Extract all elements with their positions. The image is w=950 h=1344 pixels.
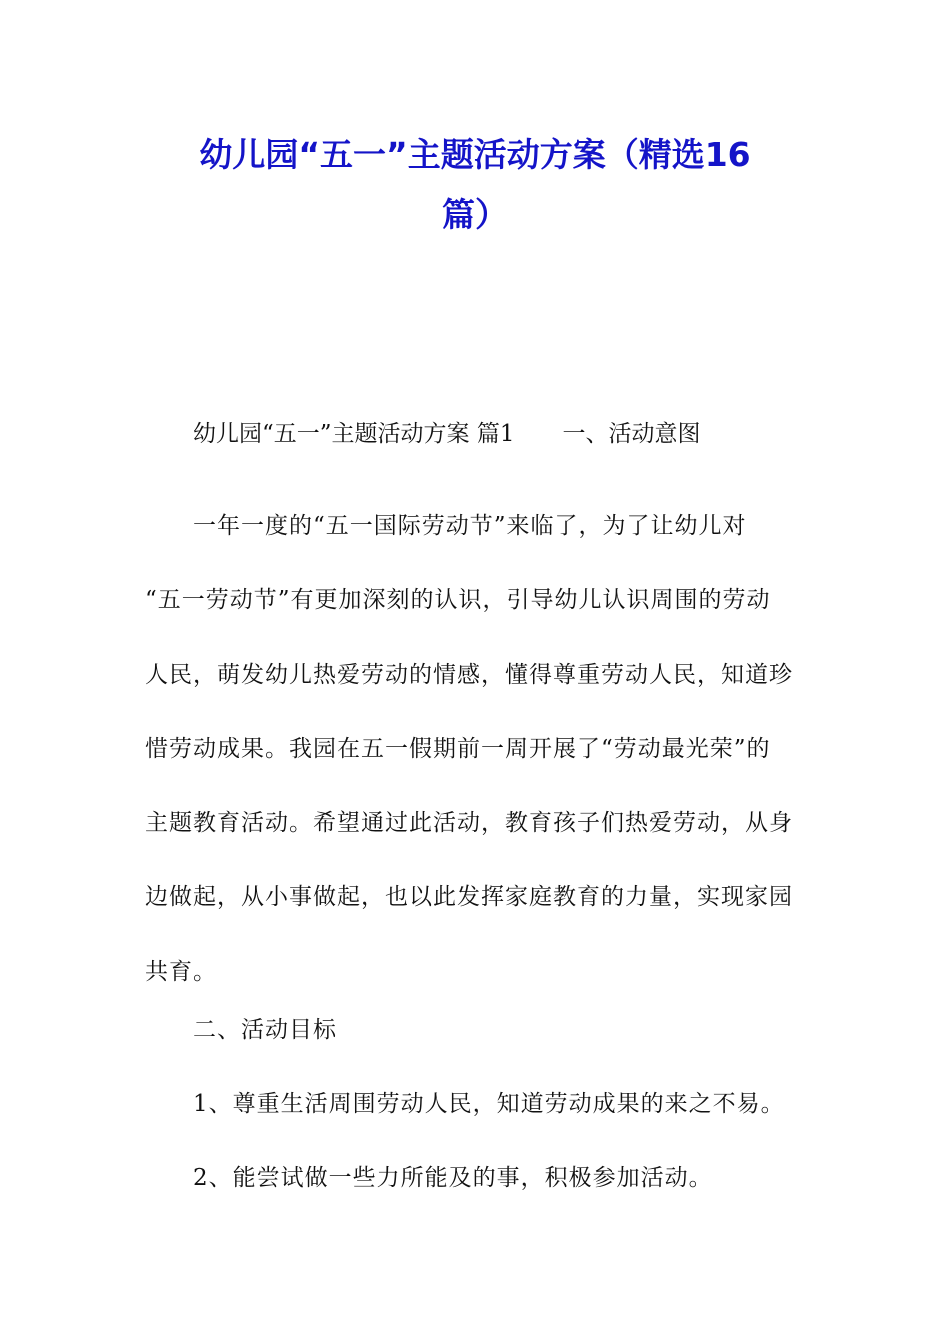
title-line-1: 幼儿园“五一”主题活动方案（精选16	[199, 135, 751, 174]
paragraph-line: 惜劳动成果。我园在五一假期前一周开展了“劳动最光荣”的	[145, 735, 771, 762]
intro-paragraph	[145, 489, 815, 1009]
goal-item-1: 1、尊重生活周围劳动人民，知道劳动成果的来之不易。	[193, 1091, 785, 1117]
paragraph-line: 边做起，从小事做起，也以此发挥家庭教育的力量，实现家园	[145, 884, 793, 911]
section-heading: 幼儿园“五一”主题活动方案 篇1	[193, 421, 515, 447]
paragraph-line: 人民，萌发幼儿热爱劳动的情感，懂得尊重劳动人民，知道珍	[145, 661, 793, 688]
paragraph-line: 主题教育活动。希望通过此活动，教育孩子们热爱劳动，从身	[145, 810, 793, 837]
paragraph-line: 共育。	[145, 958, 217, 985]
section-heading-line	[193, 418, 863, 450]
title-line-2: 篇）	[442, 195, 508, 234]
section-subheading: 一、活动意图	[562, 421, 701, 447]
goals-heading: 二、活动目标	[193, 1017, 337, 1043]
document-title	[140, 125, 810, 245]
goal-item-2: 2、能尝试做一些力所能及的事，积极参加活动。	[193, 1165, 713, 1191]
paragraph-line: 一年一度的“五一国际劳动节”来临了，为了让幼儿对	[193, 513, 747, 539]
paragraph-line: “五一劳动节”有更加深刻的认识，引导幼儿认识周围的劳动	[145, 587, 771, 614]
